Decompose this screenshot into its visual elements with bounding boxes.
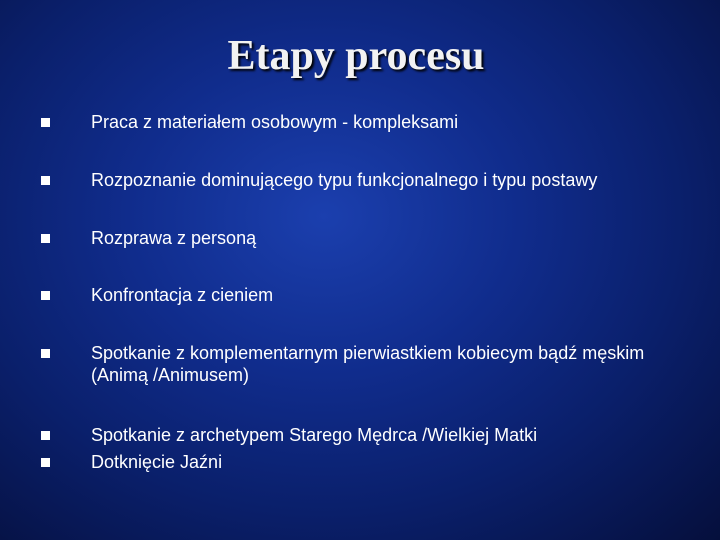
square-bullet-icon [41,291,50,300]
square-bullet-icon [41,118,50,127]
slide-title: Etapy procesu [227,33,485,79]
square-bullet-icon [41,176,50,185]
list-item-text: Rozprawa z personą [91,228,257,248]
list-item-text: Spotkanie z komplementarnym pierwiastkiem kobiecym bądź męskim (Animą /Animusem) [91,343,645,385]
square-bullet-icon [41,458,50,467]
square-bullet-icon [41,349,50,358]
square-bullet-icon [41,234,50,243]
list-item-text: Dotknięcie Jaźni [91,452,223,472]
list-item-text: Rozpoznanie dominującego typu funkcjonalnego i typu postawy [91,170,598,190]
list-item-text: Praca z materiałem osobowym - kompleksami [91,112,459,132]
square-bullet-icon [41,431,50,440]
list-item-text: Spotkanie z archetypem Starego Mędrca /Wielkiej Matki [91,425,538,445]
list-item-text: Konfrontacja z cieniem [91,285,274,305]
